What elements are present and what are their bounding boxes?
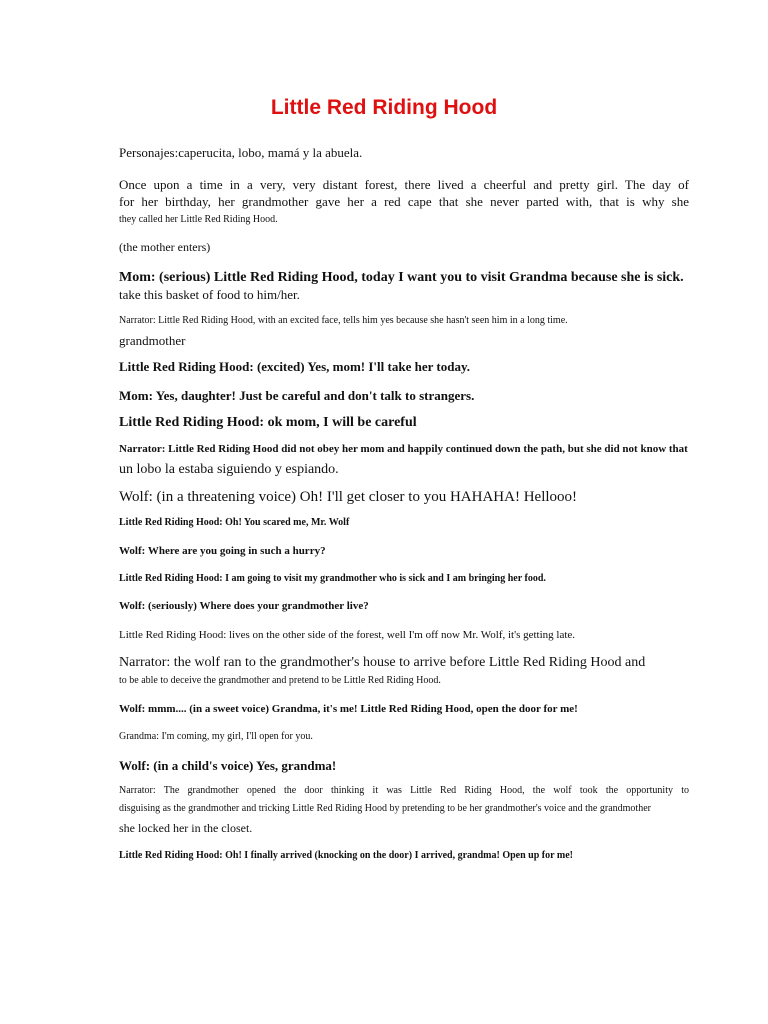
dialogue-line: Little Red Riding Hood: Oh! I finally arrived (knocking on the door) I arrived, grandma! Open up for me!: [119, 850, 573, 861]
narration-line: Narrator: The grandmother opened the door thinking it was Little Red Riding Hood, the wolf took the opportunity to: [119, 785, 689, 796]
intro-line-1: Once upon a time in a very, very distant forest, there lived a cheerful and pretty girl. The day of: [119, 177, 689, 192]
narration-line: to be able to deceive the grandmother and pretend to be Little Red Riding Hood.: [119, 675, 441, 686]
dialogue-line: take this basket of food to him/her.: [119, 287, 300, 302]
dialogue-line: Wolf: Where are you going in such a hurry?: [119, 545, 326, 557]
stage-direction: (the mother enters): [119, 240, 211, 254]
intro-line-3: they called her Little Red Riding Hood.: [119, 214, 278, 225]
narration-line: grandmother: [119, 333, 186, 348]
narration-line: Narrator: Little Red Riding Hood did not obey her mom and happily continued down the path, but she did not know that: [119, 443, 688, 455]
dialogue-line: Wolf: mmm.... (in a sweet voice) Grandma, it's me! Little Red Riding Hood, open the door for me!: [119, 703, 578, 715]
page-title: Little Red Riding Hood: [270, 96, 498, 119]
dialogue-line: Little Red Riding Hood: ok mom, I will be careful: [119, 415, 417, 430]
narration-line: Narrator: Little Red Riding Hood, with an excited face, tells him yes because she hasn't seen him in a long time.: [119, 315, 568, 326]
dialogue-line: Little Red Riding Hood: (excited) Yes, mom! I'll take her today.: [119, 359, 470, 374]
dialogue-line: Wolf: (in a child's voice) Yes, grandma!: [119, 758, 337, 773]
dialogue-line: Grandma: I'm coming, my girl, I'll open for you.: [119, 731, 313, 742]
narration-line: disguising as the grandmother and tricking Little Red Riding Hood by pretending to be her grandmother's voice and the grandmother: [119, 803, 651, 814]
dialogue-line: Wolf: (in a threatening voice) Oh! I'll get closer to you HAHAHA! Hellooo!: [119, 489, 578, 505]
dialogue-line: Mom: (serious) Little Red Riding Hood, today I want you to visit Grandma because she is sick.: [119, 270, 684, 285]
dialogue-line: Little Red Riding Hood: I am going to visit my grandmother who is sick and I am bringing her food.: [119, 573, 546, 584]
characters-line: Personajes:caperucita, lobo, mamá y la abuela.: [119, 145, 363, 160]
narration-line: Narrator: the wolf ran to the grandmother's house to arrive before Little Red Riding Hood and: [119, 655, 646, 670]
narration-line: un lobo la estaba siguiendo y espiando.: [119, 462, 339, 477]
dialogue-line: Little Red Riding Hood: Oh! You scared me, Mr. Wolf: [119, 517, 350, 528]
dialogue-line: Little Red Riding Hood: lives on the other side of the forest, well I'm off now Mr. Wolf, it's getting late.: [119, 629, 576, 641]
dialogue-line: Mom: Yes, daughter! Just be careful and don't talk to strangers.: [119, 388, 475, 403]
narration-line: she locked her in the closet.: [119, 821, 253, 835]
dialogue-line: Wolf: (seriously) Where does your grandmother live?: [119, 600, 369, 612]
intro-line-2: for her birthday, her grandmother gave her a red cape that she never parted with, that is why she: [119, 194, 689, 209]
